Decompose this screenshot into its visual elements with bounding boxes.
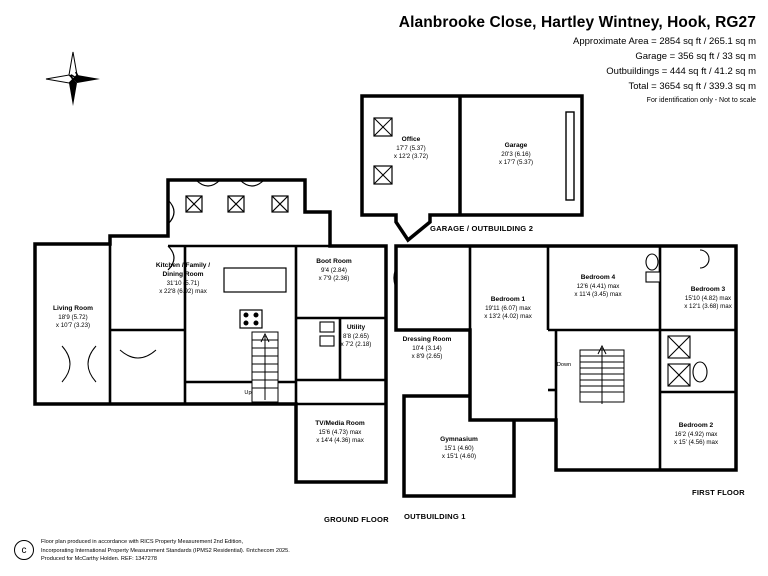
room-bedroom-2 xyxy=(660,422,732,448)
room-gymnasium-dim2: x 15'1 (4.60) xyxy=(441,453,477,461)
room-gymnasium-dim1: 15'1 (4.60) xyxy=(444,444,474,452)
plan-footer xyxy=(14,538,290,564)
room-tv-media-room-dim2: x 14'4 (4.36) max xyxy=(316,437,364,445)
room-boot-room xyxy=(306,258,362,284)
stair-label-down: Down xyxy=(556,362,572,368)
room-bedroom-4-dim1: 12'6 (4.41) max xyxy=(576,282,620,290)
room-gymnasium-name: Gymnasium xyxy=(440,436,478,443)
room-living-room xyxy=(42,305,104,331)
room-bedroom-1-dim1: 19'11 (6.07) max xyxy=(485,304,531,312)
section-garage-outbuilding-2: GARAGE / OUTBUILDING 2 xyxy=(430,224,534,233)
room-living-room-name: Living Room xyxy=(53,305,93,312)
room-kitchen-family-dining xyxy=(142,262,224,297)
room-garage-dim1: 20'3 (6.16) xyxy=(501,150,531,158)
room-bedroom-4 xyxy=(562,274,634,300)
room-tv-media-room-dim1: 15'6 (4.73) max xyxy=(318,428,362,436)
area-line-3: Outbuildings = 444 sq ft / 41.2 sq m xyxy=(606,66,756,77)
room-kitchen-dim1: 31'10 (5.71) xyxy=(166,279,200,287)
room-utility xyxy=(332,324,380,350)
room-living-room-dim1: 18'9 (5.72) xyxy=(58,313,88,321)
room-utility-dim2: x 7'2 (2.18) xyxy=(340,341,372,349)
area-line-2: Garage = 356 sq ft / 33 sq m xyxy=(635,51,756,62)
room-kitchen-name-2: Dining Room xyxy=(162,270,204,278)
room-bedroom-1-dim2: x 13'2 (4.02) max xyxy=(484,313,532,321)
stair-label-up: Up xyxy=(244,390,252,396)
room-bedroom-3 xyxy=(672,286,744,312)
room-dressing-room-dim2: x 8'9 (2.65) xyxy=(411,353,443,361)
room-utility-name: Utility xyxy=(346,324,366,331)
room-dressing-room xyxy=(396,336,458,362)
room-kitchen-dim2: x 22'8 (6.92) max xyxy=(159,288,207,296)
room-office-name: Office xyxy=(401,136,421,143)
footer-line-3: Produced for McCarthy Holden. REF: 1347278 xyxy=(41,556,157,563)
copyright-icon: c xyxy=(14,540,34,560)
room-garage-dim2: x 17'7 (5.37) xyxy=(498,159,534,167)
room-office-dim2: x 12'2 (3.72) xyxy=(393,153,429,161)
room-boot-room-name: Boot Room xyxy=(316,258,352,265)
page-title: Alanbrooke Close, Hartley Wintney, Hook, RG27 xyxy=(398,14,756,31)
area-line-4: Total = 3654 sq ft / 339.3 sq m xyxy=(628,81,756,92)
area-line-1: Approximate Area = 2854 sq ft / 265.1 sq m xyxy=(573,36,756,47)
identification-note: For identification only - Not to scale xyxy=(646,97,756,104)
room-bedroom-1-name: Bedroom 1 xyxy=(490,296,526,303)
room-office-dim1: 17'7 (5.37) xyxy=(396,144,426,152)
room-bedroom-3-name: Bedroom 3 xyxy=(690,286,726,293)
footer-line-2: Incorporating International Property Measurement Standards (IPMS2 Residential). xyxy=(41,547,245,554)
room-bedroom-4-name: Bedroom 4 xyxy=(580,274,616,281)
room-tv-media-room xyxy=(300,420,380,446)
room-garage xyxy=(488,142,544,168)
room-bedroom-2-name: Bedroom 2 xyxy=(678,422,714,429)
room-bedroom-3-dim1: 15'10 (4.82) max xyxy=(684,294,732,302)
room-bedroom-4-dim2: x 11'4 (3.45) max xyxy=(574,291,622,299)
room-bedroom-1 xyxy=(472,296,544,322)
section-outbuilding-1: OUTBUILDING 1 xyxy=(404,512,466,521)
svg-text:N: N xyxy=(67,68,83,87)
room-tv-media-room-name: TV/Media Room xyxy=(315,420,365,427)
room-kitchen-name-1: Kitchen / Family / xyxy=(155,262,211,269)
room-bedroom-2-dim1: 16'2 (4.92) max xyxy=(674,430,718,438)
room-boot-room-dim2: x 7'9 (2.36) xyxy=(318,275,350,283)
room-garage-name: Garage xyxy=(504,142,528,149)
room-office xyxy=(383,136,439,162)
room-gymnasium xyxy=(428,436,490,462)
room-utility-dim1: 8'8 (2.65) xyxy=(343,332,369,340)
room-bedroom-3-dim2: x 12'1 (3.68) max xyxy=(684,303,732,311)
section-first-floor: FIRST FLOOR xyxy=(692,488,745,497)
room-boot-room-dim1: 9'4 (2.84) xyxy=(321,266,347,274)
room-bedroom-2-dim2: x 15' (4.56) max xyxy=(673,439,719,447)
room-living-room-dim2: x 10'7 (3.23) xyxy=(55,322,91,330)
footer-copyright: ©ntchecom 2025. xyxy=(245,547,290,554)
section-ground-floor: GROUND FLOOR xyxy=(324,515,389,524)
footer-line-1: Floor plan produced in accordance with RICS Property Measurement 2nd Edition, xyxy=(41,539,244,546)
room-dressing-room-name: Dressing Room xyxy=(402,336,452,343)
room-dressing-room-dim1: 10'4 (3.14) xyxy=(412,344,442,352)
